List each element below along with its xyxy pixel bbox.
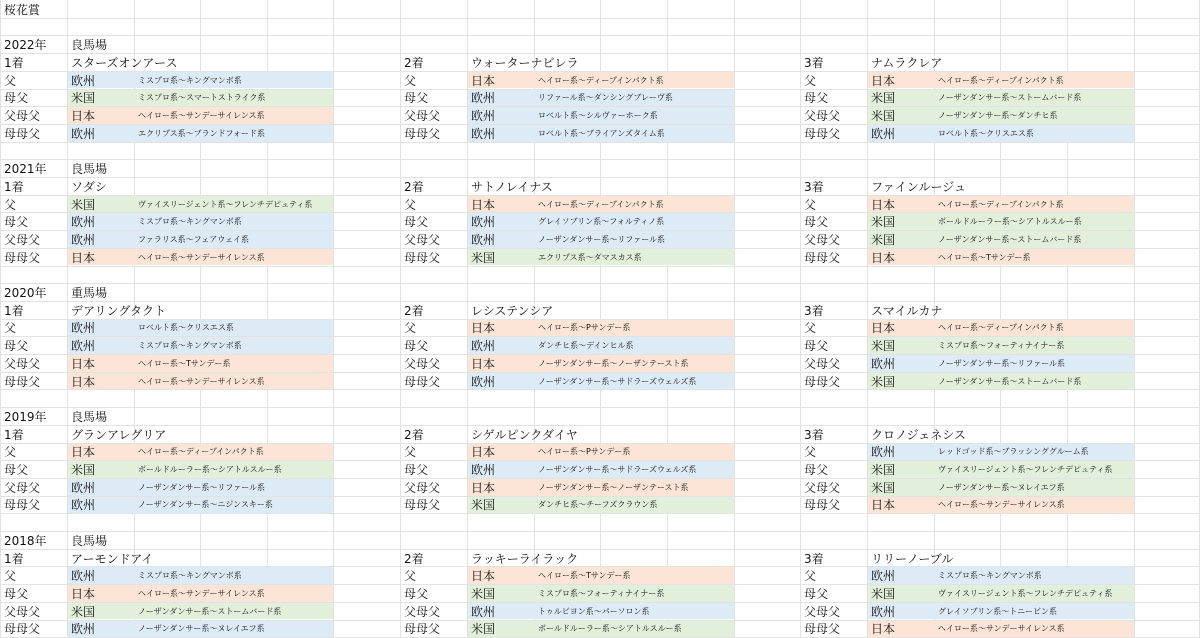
horse-name: ファインルージュ bbox=[871, 179, 966, 194]
sire-line: ミスプロ系～キングマンボ系 bbox=[938, 571, 1042, 581]
sire-region: 日本 bbox=[471, 321, 496, 336]
horse-name: ラッキーライラック bbox=[471, 551, 579, 566]
pedigree-relation: 母父 bbox=[4, 215, 29, 230]
gridline-horizontal bbox=[0, 549, 1200, 550]
sire-region: 日本 bbox=[471, 197, 496, 212]
gridline-horizontal bbox=[0, 53, 1200, 54]
sire-line: グレイソブリン系～フォルティノ系 bbox=[538, 217, 665, 227]
sire-region: 日本 bbox=[471, 445, 496, 460]
sire-region: 日本 bbox=[871, 321, 896, 336]
sire-line: ノーザンダンサー系～リファール系 bbox=[938, 358, 1066, 368]
pedigree-relation: 父 bbox=[404, 73, 417, 88]
sire-line: ノーザンダンサー系～ニジンスキー系 bbox=[138, 500, 273, 510]
sire-line: ミスプロ系～フォーティナイナー系 bbox=[538, 588, 665, 598]
sire-region: 欧州 bbox=[71, 215, 96, 230]
pedigree-relation: 母母父 bbox=[4, 498, 41, 513]
sire-line: ヴァイスリージェント系～フレンチデピュティ系 bbox=[138, 199, 313, 209]
pedigree-relation: 母母父 bbox=[4, 374, 41, 389]
sire-line: ファラリス系～フェアウェイ系 bbox=[138, 234, 249, 244]
pedigree-relation: 母父 bbox=[804, 339, 829, 354]
pedigree-relation: 父 bbox=[404, 321, 417, 336]
sire-region: 米国 bbox=[71, 91, 96, 106]
sire-line: ロベルト系～ブライアンズタイム系 bbox=[538, 128, 665, 138]
sire-line: ヘイロー系～Tサンデー系 bbox=[138, 358, 231, 368]
horse-name: ナムラクレア bbox=[871, 55, 943, 70]
sire-region: 欧州 bbox=[471, 463, 496, 478]
pedigree-relation: 母母父 bbox=[4, 250, 41, 265]
pedigree-relation: 母母父 bbox=[404, 622, 441, 637]
pedigree-relation: 父母父 bbox=[804, 109, 841, 124]
pedigree-relation: 母父 bbox=[804, 91, 829, 106]
sire-line: ヘイロー系～ディープインパクト系 bbox=[138, 447, 264, 457]
sire-region: 米国 bbox=[871, 232, 896, 247]
sire-line: エクリプス系～ダマスカス系 bbox=[538, 252, 642, 262]
sire-region: 米国 bbox=[871, 339, 896, 354]
sire-line: ノーザンダンサー系～ストームバード系 bbox=[938, 376, 1082, 386]
sire-region: 日本 bbox=[471, 569, 496, 584]
track-condition: 重馬場 bbox=[71, 286, 108, 301]
sire-line: ヘイロー系～サンデーサイレンス系 bbox=[938, 500, 1065, 510]
year-label: 2022年 bbox=[4, 38, 47, 53]
sire-region: 欧州 bbox=[71, 498, 96, 513]
horse-name: レシステンシア bbox=[471, 303, 554, 318]
pedigree-relation: 父母父 bbox=[404, 356, 441, 371]
sire-line: ミスプロ系～キングマンボ系 bbox=[138, 571, 242, 581]
pedigree-relation: 父 bbox=[804, 445, 817, 460]
pedigree-relation: 父 bbox=[404, 445, 417, 460]
year-label: 2019年 bbox=[4, 409, 47, 424]
sire-region: 欧州 bbox=[471, 604, 496, 619]
sire-region: 欧州 bbox=[71, 569, 96, 584]
pedigree-relation: 父 bbox=[4, 321, 17, 336]
sire-line: ヘイロー系～Pサンデー系 bbox=[538, 447, 631, 457]
track-condition: 良馬場 bbox=[71, 162, 108, 177]
pedigree-relation: 母父 bbox=[804, 586, 829, 601]
sire-region: 欧州 bbox=[871, 126, 896, 141]
finish-position: 3着 bbox=[804, 55, 824, 70]
gridline-horizontal bbox=[0, 283, 1200, 284]
sire-line: ノーザンダンサー系～ストームバード系 bbox=[938, 93, 1082, 103]
gridline-horizontal bbox=[0, 531, 1200, 532]
pedigree-relation: 父母父 bbox=[804, 356, 841, 371]
sire-line: ヘイロー系～ディープインパクト系 bbox=[538, 75, 664, 85]
sire-region: 日本 bbox=[71, 356, 96, 371]
pedigree-relation: 父 bbox=[404, 569, 417, 584]
finish-position: 2着 bbox=[404, 427, 424, 442]
sire-line: ヘイロー系～サンデーサイレンス系 bbox=[138, 111, 265, 121]
sire-line: ミスプロ系～キングマンボ系 bbox=[138, 217, 242, 227]
sire-line: ヴァイスリージェント系～フレンチデピュティ系 bbox=[938, 588, 1113, 598]
horse-name: シゲルピンクダイヤ bbox=[471, 427, 578, 442]
track-condition: 良馬場 bbox=[71, 409, 108, 424]
sire-region: 米国 bbox=[871, 215, 896, 230]
pedigree-relation: 母父 bbox=[404, 586, 429, 601]
pedigree-relation: 母父 bbox=[404, 215, 429, 230]
sire-region: 欧州 bbox=[471, 91, 496, 106]
sire-line: ロベルト系～シルヴァーホーク系 bbox=[538, 111, 658, 121]
sire-region: 欧州 bbox=[71, 339, 96, 354]
sire-region: 日本 bbox=[471, 73, 496, 88]
sire-line: グレイソブリン系～トニービン系 bbox=[938, 606, 1057, 616]
sire-line: ヘイロー系～サンデーサイレンス系 bbox=[938, 624, 1065, 634]
sire-line: ヘイロー系～Tサンデー系 bbox=[938, 252, 1031, 262]
sire-region: 日本 bbox=[71, 445, 96, 460]
sire-region: 米国 bbox=[871, 374, 896, 389]
sire-line: ダンチヒ系～チーフズクラウン系 bbox=[538, 500, 658, 510]
pedigree-relation: 母母父 bbox=[404, 498, 441, 513]
finish-position: 1着 bbox=[4, 55, 24, 70]
finish-position: 2着 bbox=[404, 55, 424, 70]
pedigree-relation: 父母父 bbox=[4, 480, 41, 495]
sire-line: エクリプス系～ブランドフォード系 bbox=[138, 128, 266, 138]
pedigree-relation: 母母父 bbox=[804, 374, 841, 389]
pedigree-relation: 母母父 bbox=[4, 622, 41, 637]
pedigree-relation: 父母父 bbox=[4, 356, 41, 371]
pedigree-relation: 父 bbox=[804, 321, 817, 336]
sire-region: 米国 bbox=[871, 91, 896, 106]
pedigree-relation: 母父 bbox=[404, 463, 429, 478]
sire-region: 欧州 bbox=[871, 356, 896, 371]
sire-region: 欧州 bbox=[871, 569, 896, 584]
finish-position: 3着 bbox=[804, 303, 824, 318]
sire-line: ヘイロー系～サンデーサイレンス系 bbox=[138, 588, 265, 598]
gridline-horizontal bbox=[0, 407, 1200, 408]
track-condition: 良馬場 bbox=[71, 533, 108, 548]
gridline-horizontal bbox=[0, 142, 1200, 143]
horse-name: ウォーターナビレラ bbox=[471, 55, 579, 70]
sire-region: 日本 bbox=[871, 498, 896, 513]
sire-line: ミスプロ系～キングマンボ系 bbox=[138, 75, 242, 85]
sire-region: 米国 bbox=[471, 250, 496, 265]
pedigree-relation: 父 bbox=[4, 569, 17, 584]
sire-region: 米国 bbox=[71, 197, 96, 212]
sire-line: ボールドルーラー系～シアトルスルー系 bbox=[138, 465, 282, 475]
pedigree-relation: 父母父 bbox=[404, 604, 441, 619]
sire-region: 欧州 bbox=[71, 480, 96, 495]
sheet-title: 桜花賞 bbox=[4, 2, 41, 17]
pedigree-relation: 父 bbox=[804, 197, 817, 212]
pedigree-relation: 母父 bbox=[404, 339, 429, 354]
pedigree-relation: 父母父 bbox=[4, 232, 41, 247]
pedigree-relation: 父母父 bbox=[404, 232, 441, 247]
pedigree-relation: 父 bbox=[804, 569, 817, 584]
sire-line: ノーザンダンサー系～ノーザンテースト系 bbox=[538, 482, 689, 492]
sire-region: 欧州 bbox=[71, 126, 96, 141]
horse-name: デアリングタクト bbox=[71, 303, 167, 318]
sire-region: 日本 bbox=[71, 374, 96, 389]
pedigree-relation: 父母父 bbox=[4, 604, 41, 619]
sire-line: ボールドルーラー系～シアトルスルー系 bbox=[938, 217, 1082, 227]
pedigree-relation: 父母父 bbox=[404, 109, 441, 124]
pedigree-relation: 母母父 bbox=[804, 498, 841, 513]
year-label: 2021年 bbox=[4, 162, 47, 177]
sire-line: ヘイロー系～ディープインパクト系 bbox=[538, 199, 664, 209]
sire-region: 欧州 bbox=[471, 232, 496, 247]
pedigree-relation: 父母父 bbox=[804, 232, 841, 247]
sire-line: ノーザンダンサー系～リファール系 bbox=[138, 482, 266, 492]
sire-line: ノーザンダンサー系～ストームバード系 bbox=[938, 234, 1082, 244]
sire-line: ヴァイスリージェント系～フレンチデピュティ系 bbox=[938, 465, 1113, 475]
finish-position: 1着 bbox=[4, 303, 24, 318]
sire-region: 米国 bbox=[871, 480, 896, 495]
sire-line: ヘイロー系～サンデーサイレンス系 bbox=[138, 376, 265, 386]
sire-region: 欧州 bbox=[471, 215, 496, 230]
gridline-horizontal bbox=[0, 425, 1200, 426]
sire-line: ヘイロー系～Pサンデー系 bbox=[538, 323, 631, 333]
sire-region: 日本 bbox=[471, 480, 496, 495]
sire-line: ノーザンダンサー系～ダンチヒ系 bbox=[938, 111, 1058, 121]
sire-region: 日本 bbox=[871, 622, 896, 637]
sire-region: 欧州 bbox=[71, 232, 96, 247]
pedigree-relation: 母父 bbox=[804, 463, 829, 478]
sire-region: 米国 bbox=[71, 604, 96, 619]
pedigree-relation: 母母父 bbox=[804, 126, 841, 141]
sire-region: 米国 bbox=[871, 586, 896, 601]
pedigree-relation: 父 bbox=[4, 73, 17, 88]
sire-line: ヘイロー系～ディープインパクト系 bbox=[938, 75, 1064, 85]
horse-name: グランアレグリア bbox=[71, 427, 167, 442]
sire-line: ボールドルーラー系～シアトルスルー系 bbox=[538, 624, 682, 634]
sire-region: 欧州 bbox=[471, 374, 496, 389]
sire-region: 欧州 bbox=[471, 126, 496, 141]
sire-line: ミスプロ系～フォーティナイナー系 bbox=[938, 341, 1065, 351]
pedigree-relation: 母母父 bbox=[404, 250, 441, 265]
sire-region: 欧州 bbox=[471, 109, 496, 124]
track-condition: 良馬場 bbox=[71, 38, 108, 53]
gridline-horizontal bbox=[0, 35, 1200, 36]
sire-line: ロベルト系～クリスエス系 bbox=[938, 128, 1034, 138]
horse-name: アーモンドアイ bbox=[71, 551, 154, 566]
sire-region: 欧州 bbox=[871, 445, 896, 460]
pedigree-relation: 父母父 bbox=[804, 604, 841, 619]
horse-name: ソダシ bbox=[71, 179, 107, 194]
sire-line: ヘイロー系～Tサンデー系 bbox=[538, 571, 631, 581]
pedigree-relation: 父母父 bbox=[404, 480, 441, 495]
year-label: 2018年 bbox=[4, 533, 47, 548]
sire-region: 欧州 bbox=[71, 622, 96, 637]
sire-region: 日本 bbox=[471, 356, 496, 371]
sire-line: ヘイロー系～ディープインパクト系 bbox=[938, 199, 1064, 209]
sire-line: ノーザンダンサー系～サドラーズウェルズ系 bbox=[538, 376, 697, 386]
pedigree-relation: 父母父 bbox=[4, 109, 41, 124]
sire-region: 欧州 bbox=[71, 321, 96, 336]
sire-region: 米国 bbox=[471, 622, 496, 637]
pedigree-relation: 父 bbox=[804, 73, 817, 88]
sire-region: 欧州 bbox=[71, 73, 96, 88]
pedigree-relation: 母父 bbox=[4, 586, 29, 601]
finish-position: 1着 bbox=[4, 551, 24, 566]
sire-region: 米国 bbox=[71, 463, 96, 478]
pedigree-relation: 父 bbox=[404, 197, 417, 212]
pedigree-relation: 母母父 bbox=[404, 126, 441, 141]
sire-line: レッドゴッド系～ブラッシンググルーム系 bbox=[938, 447, 1089, 457]
sire-line: ダンチヒ系～デインヒル系 bbox=[538, 341, 634, 351]
sire-region: 米国 bbox=[871, 109, 896, 124]
sire-region: 米国 bbox=[471, 586, 496, 601]
sire-line: ミスプロ系～キングマンボ系 bbox=[138, 341, 242, 351]
sire-region: 日本 bbox=[71, 586, 96, 601]
horse-name: リリーノーブル bbox=[871, 551, 954, 566]
pedigree-relation: 母父 bbox=[404, 91, 429, 106]
gridline-horizontal bbox=[0, 18, 1200, 19]
pedigree-relation: 母父 bbox=[4, 91, 29, 106]
sire-line: ノーザンダンサー系～ヌレイエフ系 bbox=[138, 624, 265, 634]
horse-name: スマイルカナ bbox=[871, 303, 943, 318]
sire-region: 日本 bbox=[871, 73, 896, 88]
sire-line: ノーザンダンサー系～リファール系 bbox=[538, 234, 666, 244]
pedigree-relation: 母母父 bbox=[404, 374, 441, 389]
year-label: 2020年 bbox=[4, 286, 47, 301]
sire-line: リファール系～ダンシングブレーヴ系 bbox=[538, 93, 673, 103]
gridline-horizontal bbox=[0, 266, 1200, 267]
horse-name: スターズオンアース bbox=[71, 55, 178, 70]
sire-line: ノーザンダンサー系～ヌレイエフ系 bbox=[938, 482, 1065, 492]
horse-name: クロノジェネシス bbox=[871, 427, 966, 442]
finish-position: 3着 bbox=[804, 427, 824, 442]
horse-name: サトノレイナス bbox=[471, 179, 553, 194]
finish-position: 1着 bbox=[4, 179, 24, 194]
pedigree-relation: 父 bbox=[4, 445, 17, 460]
sire-region: 米国 bbox=[471, 498, 496, 513]
sire-region: 日本 bbox=[71, 250, 96, 265]
sire-line: ノーザンダンサー系～ノーザンテースト系 bbox=[538, 358, 689, 368]
sire-line: ヘイロー系～ディープインパクト系 bbox=[938, 323, 1064, 333]
pedigree-relation: 母父 bbox=[4, 463, 29, 478]
sire-line: トゥルビヨン系～パーソロン系 bbox=[538, 606, 650, 616]
finish-position: 2着 bbox=[404, 303, 424, 318]
finish-position: 3着 bbox=[804, 179, 824, 194]
sire-line: ミスプロ系～スマートストライク系 bbox=[138, 93, 266, 103]
pedigree-relation: 母母父 bbox=[804, 250, 841, 265]
gridline-horizontal bbox=[0, 159, 1200, 160]
gridline-horizontal bbox=[0, 177, 1200, 178]
sire-region: 欧州 bbox=[471, 339, 496, 354]
pedigree-relation: 母父 bbox=[804, 215, 829, 230]
pedigree-relation: 母母父 bbox=[804, 622, 841, 637]
sire-line: ヘイロー系～サンデーサイレンス系 bbox=[138, 252, 265, 262]
gridline-horizontal bbox=[0, 301, 1200, 302]
sire-line: ロベルト系～クリスエス系 bbox=[138, 323, 234, 333]
sire-region: 日本 bbox=[71, 109, 96, 124]
sire-region: 欧州 bbox=[871, 604, 896, 619]
sire-region: 日本 bbox=[871, 250, 896, 265]
finish-position: 3着 bbox=[804, 551, 824, 566]
pedigree-relation: 母父 bbox=[4, 339, 29, 354]
pedigree-relation: 母母父 bbox=[4, 126, 41, 141]
pedigree-relation: 父母父 bbox=[804, 480, 841, 495]
finish-position: 2着 bbox=[404, 179, 424, 194]
sire-region: 米国 bbox=[871, 463, 896, 478]
finish-position: 1着 bbox=[4, 427, 24, 442]
sire-line: ノーザンダンサー系～サドラーズウェルズ系 bbox=[538, 465, 697, 475]
pedigree-relation: 父 bbox=[4, 197, 17, 212]
sire-region: 日本 bbox=[871, 197, 896, 212]
finish-position: 2着 bbox=[404, 551, 424, 566]
sire-line: ノーザンダンサー系～ストームバード系 bbox=[138, 606, 282, 616]
